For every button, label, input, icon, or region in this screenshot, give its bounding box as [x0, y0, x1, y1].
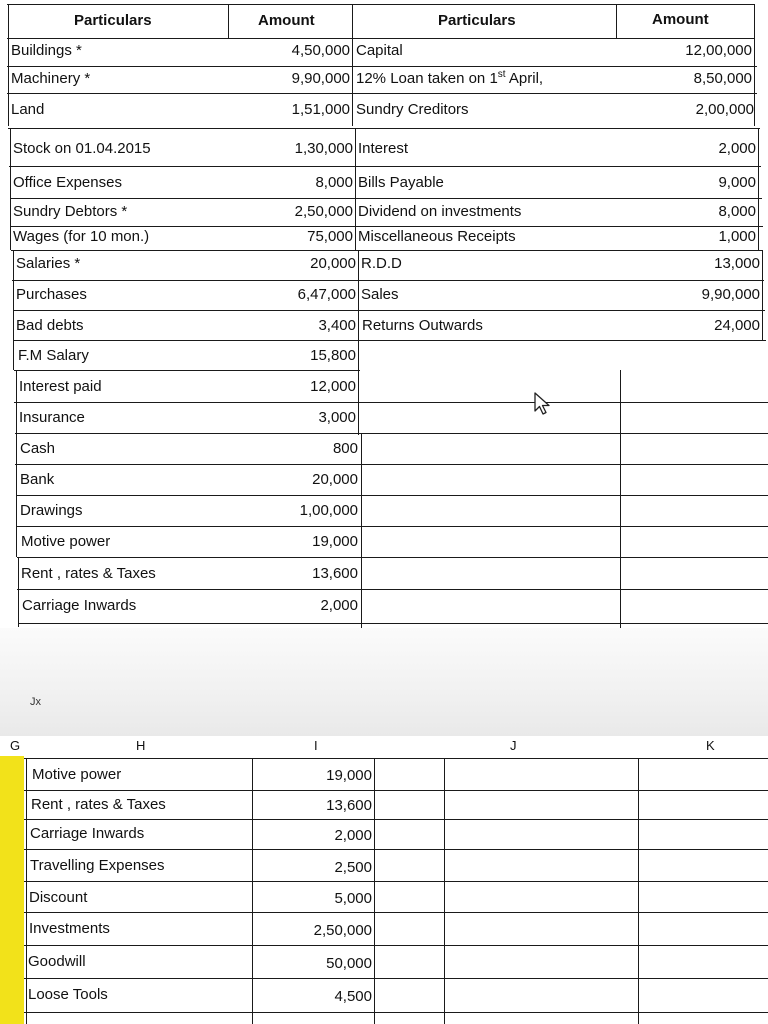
debit-amount: 19,000 — [312, 533, 358, 550]
debit-label: F.M Salary — [18, 347, 89, 364]
debit-amount: 2,000 — [320, 597, 358, 614]
debit-amount: 20,000 — [310, 255, 356, 272]
column-header-h[interactable]: H — [136, 738, 146, 753]
col-rule — [13, 250, 14, 370]
debit-label: Bank — [20, 471, 55, 488]
col-rule — [16, 370, 17, 557]
debit-amount: 13,600 — [312, 565, 358, 582]
grid-rule — [24, 849, 768, 850]
debit-label: Land — [11, 101, 45, 118]
arrow-pointer-icon — [534, 392, 554, 418]
col-rule — [758, 128, 759, 250]
credit-label: R.D.D — [361, 255, 402, 272]
sheet-cell-amount[interactable]: 2,50,000 — [313, 922, 372, 939]
sheet-cell-label[interactable]: Discount — [29, 889, 88, 906]
debit-amount: 12,000 — [310, 378, 356, 395]
credit-amount: 9,000 — [718, 174, 756, 191]
debit-amount: 20,000 — [312, 471, 358, 488]
credit-label: Interest — [358, 140, 409, 157]
sheet-cell-amount[interactable]: 2,000 — [334, 827, 372, 844]
col-rule — [762, 250, 763, 340]
debit-label: Sundry Debtors * — [13, 203, 128, 220]
credit-amount: 12,00,000 — [685, 42, 752, 59]
header-rule — [7, 38, 755, 39]
credit-label: Miscellaneous Receipts — [358, 228, 516, 245]
col-rule — [358, 250, 359, 435]
debit-amount: 800 — [332, 440, 358, 457]
debit-label: Machinery * — [11, 70, 91, 87]
debit-amount: 1,51,000 — [291, 101, 350, 118]
credit-label: Sundry Creditors — [356, 101, 469, 118]
sheet-cell-label[interactable]: Rent , rates & Taxes — [31, 796, 166, 813]
column-header-j[interactable]: J — [510, 738, 517, 753]
row-rule — [17, 589, 768, 590]
header-particulars-credit: Particulars — [438, 12, 516, 29]
grid-rule — [24, 790, 768, 791]
debit-label: Salaries * — [16, 255, 81, 272]
table-border-top — [7, 4, 755, 5]
debit-label: Drawings — [20, 502, 83, 519]
credit-label: Sales — [361, 286, 399, 303]
debit-label: Carriage Inwards — [22, 597, 137, 614]
column-header-k[interactable]: K — [706, 738, 715, 753]
sheet-cell-label[interactable]: Goodwill — [28, 953, 86, 970]
debit-amount: 2,50,000 — [294, 203, 353, 220]
debit-label: Motive power — [21, 533, 111, 550]
row-rule — [16, 495, 768, 496]
grid-col-rule — [374, 758, 375, 1024]
row-rule — [12, 280, 764, 281]
debit-label: Insurance — [19, 409, 85, 426]
debit-label: Cash — [20, 440, 56, 457]
row-rule — [10, 198, 762, 199]
sheet-cell-amount[interactable]: 2,500 — [334, 859, 372, 876]
row-rule — [7, 66, 757, 67]
credit-amount: 2,000 — [718, 140, 756, 157]
debit-label: Purchases — [16, 286, 87, 303]
sheet-cell-label[interactable]: Carriage Inwards — [30, 825, 145, 842]
header-amount-credit: Amount — [652, 11, 709, 28]
debit-amount: 8,000 — [315, 174, 353, 191]
debit-amount: 3,400 — [318, 317, 356, 334]
credit-amount: 8,50,000 — [693, 70, 752, 87]
row-rule — [16, 526, 768, 527]
debit-amount: 1,00,000 — [299, 502, 358, 519]
highlighted-column-g[interactable] — [0, 756, 24, 1024]
row-rule — [17, 557, 768, 558]
grid-col-rule — [252, 758, 253, 1024]
grid-rule — [24, 912, 768, 913]
credit-amount: 9,90,000 — [701, 286, 760, 303]
col-rule — [352, 4, 353, 126]
credit-label: 12% Loan taken on 1st April, — [356, 69, 544, 87]
debit-label: Bad debts — [16, 317, 84, 334]
credit-label: Capital — [356, 42, 403, 59]
sheet-cell-label[interactable]: Investments — [29, 920, 110, 937]
debit-amount: 4,50,000 — [291, 42, 350, 59]
col-rule — [355, 128, 356, 250]
sheet-cell-amount[interactable]: 19,000 — [326, 767, 372, 784]
row-rule — [13, 340, 766, 341]
debit-amount: 75,000 — [307, 228, 353, 245]
column-header-g[interactable]: G — [10, 738, 21, 753]
grid-rule — [24, 978, 768, 979]
grid-rule — [24, 1012, 768, 1013]
credit-label: Returns Outwards — [362, 317, 483, 334]
row-rule — [9, 166, 761, 167]
row-rule — [8, 128, 760, 129]
row-rule — [13, 310, 765, 311]
debit-label: Interest paid — [19, 378, 102, 395]
debit-amount: 9,90,000 — [291, 70, 350, 87]
sheet-cell-label[interactable]: Motive power — [32, 766, 122, 783]
grid-rule — [24, 881, 768, 882]
row-rule — [11, 226, 763, 227]
sheet-cell-label[interactable]: Travelling Expenses — [30, 857, 165, 874]
sheet-cell-amount[interactable]: 4,500 — [334, 988, 372, 1005]
photo-gap — [0, 628, 768, 736]
header-particulars-debit: Particulars — [74, 12, 152, 29]
row-rule — [11, 250, 763, 251]
col-rule — [228, 4, 229, 38]
col-rule — [754, 4, 755, 126]
row-rule — [14, 370, 360, 371]
debit-amount: 1,30,000 — [294, 140, 353, 157]
credit-label: Bills Payable — [358, 174, 444, 191]
grid-col-rule — [26, 758, 27, 1024]
debit-label: Stock on 01.04.2015 — [13, 140, 151, 157]
sheet-cell-amount[interactable]: 5,000 — [334, 890, 372, 907]
col-rule — [10, 128, 11, 250]
credit-label: Dividend on investments — [358, 203, 522, 220]
credit-amount: 1,000 — [718, 228, 756, 245]
grid-col-rule — [638, 758, 639, 1024]
debit-label: Buildings * — [11, 42, 82, 59]
row-rule — [7, 93, 757, 94]
col-rule — [361, 433, 362, 628]
row-rule — [15, 433, 768, 434]
grid-rule — [24, 758, 768, 759]
grid-rule — [24, 819, 768, 820]
col-rule — [616, 4, 617, 38]
credit-amount: 8,000 — [718, 203, 756, 220]
grid-rule — [24, 945, 768, 946]
col-rule — [620, 370, 621, 628]
debit-label: Rent , rates & Taxes — [21, 565, 156, 582]
col-rule — [8, 4, 9, 126]
row-rule — [15, 464, 768, 465]
sheet-cell-amount[interactable]: 50,000 — [326, 955, 372, 972]
debit-amount: 3,000 — [318, 409, 356, 426]
header-amount-debit: Amount — [258, 12, 315, 29]
credit-amount: 2,00,000 — [695, 101, 754, 118]
sheet-cell-label[interactable]: Loose Tools — [28, 986, 108, 1003]
debit-amount: 6,47,000 — [297, 286, 356, 303]
row-rule — [14, 402, 768, 403]
formula-bar-fx: Jx — [30, 696, 41, 708]
col-rule — [18, 557, 19, 627]
sheet-cell-amount[interactable]: 13,600 — [326, 797, 372, 814]
row-rule — [18, 623, 768, 624]
credit-amount: 13,000 — [714, 255, 760, 272]
column-header-i[interactable]: I — [314, 738, 318, 753]
debit-amount: 15,800 — [310, 347, 356, 364]
debit-label: Office Expenses — [13, 174, 122, 191]
credit-amount: 24,000 — [714, 317, 760, 334]
debit-label: Wages (for 10 mon.) — [13, 228, 150, 245]
grid-col-rule — [444, 758, 445, 1024]
